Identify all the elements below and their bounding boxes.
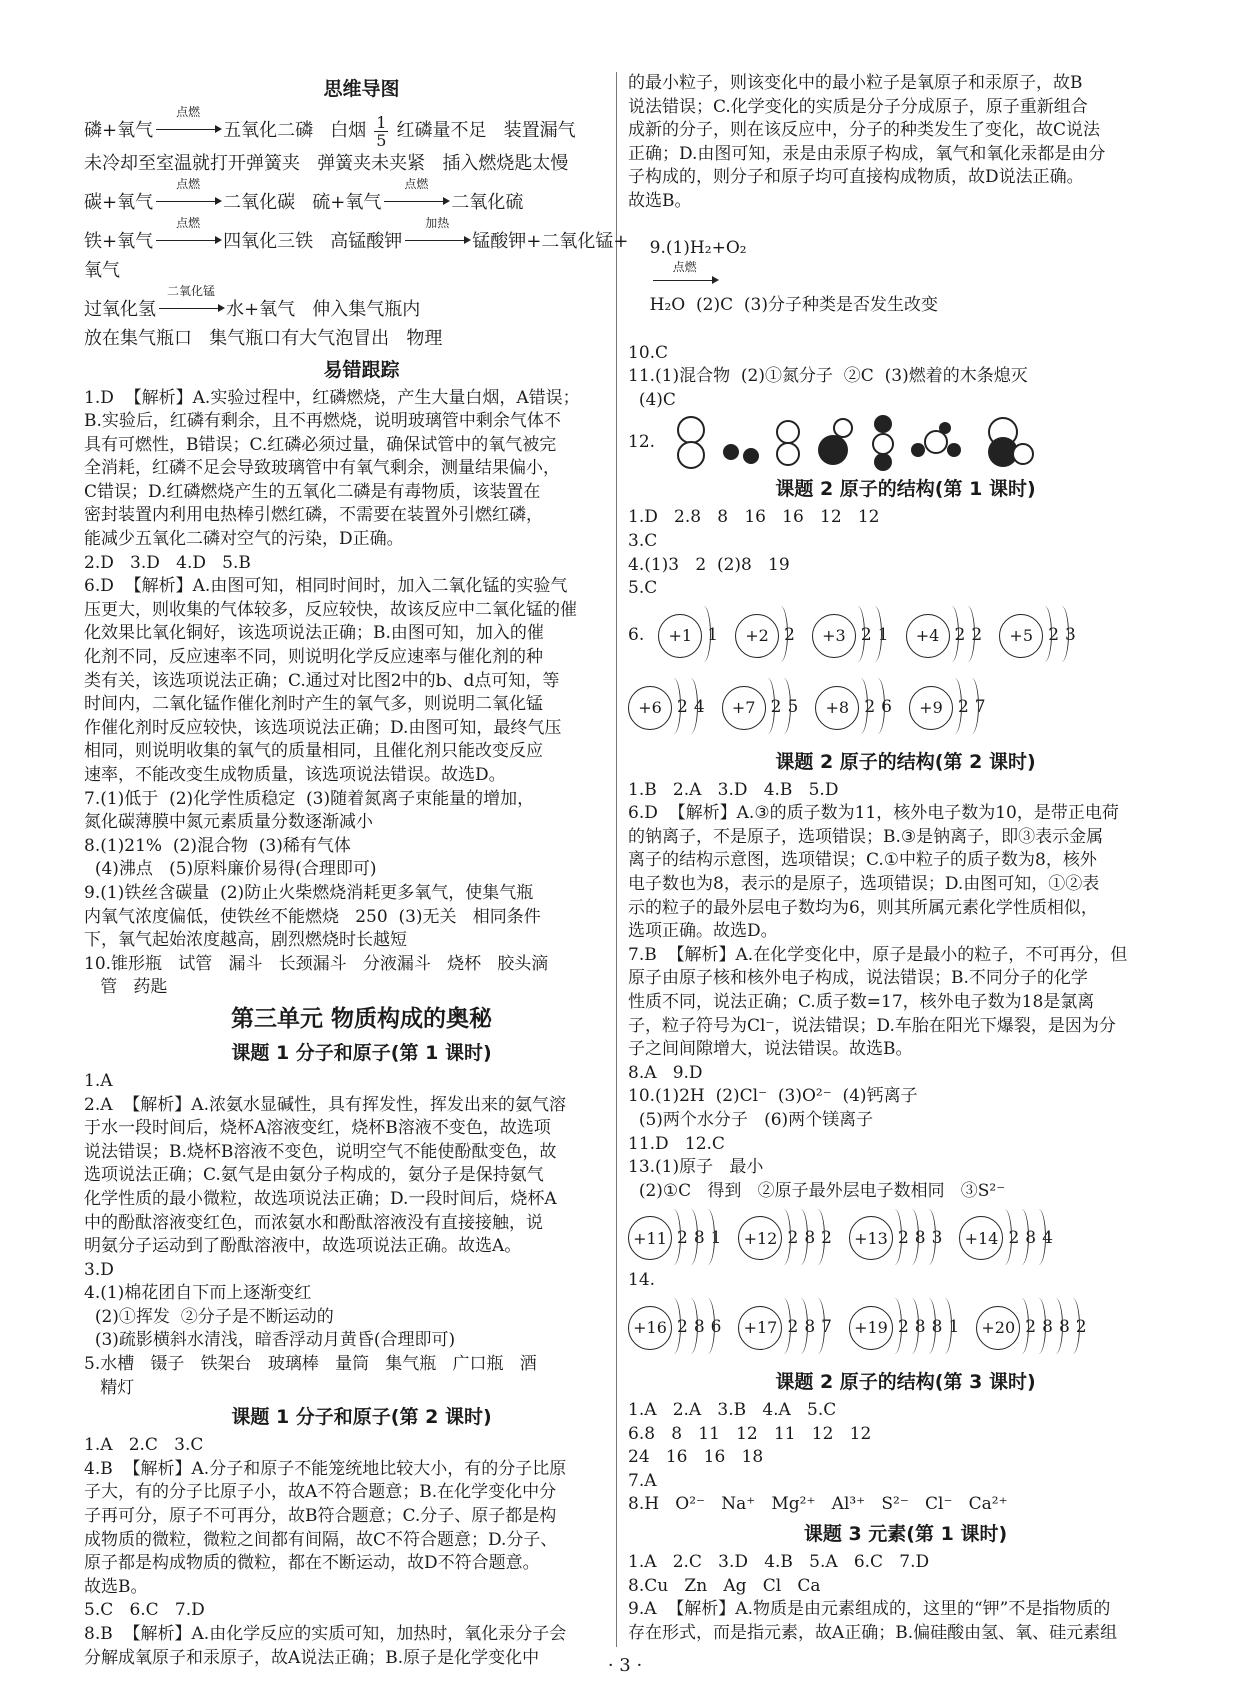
- answer-line: 4.(1)棉花团自下而上逐渐变红: [84, 1283, 312, 1304]
- answer-line: 原子由原子核和核外电子构成，说法错误；B.不同分子的化学: [628, 968, 1088, 989]
- atom-structure-diagram: [849, 1298, 962, 1358]
- mind-map-line: 碳+氧气 点燃 二氧化碳 硫+氧气 点燃 二氧化硫: [84, 178, 639, 217]
- electron-shell: 8: [912, 1227, 929, 1251]
- answer-line: 压更大，则收集的气体较多，反应较快，故该反应中二氧化锰的催: [84, 599, 577, 620]
- electron-shell: 2: [784, 1227, 801, 1251]
- answer-line: 化效果比氧化铜好，该选项说法正确；B.由图可知，加入的催: [84, 623, 544, 644]
- answer-line: 7.A: [628, 1470, 657, 1491]
- mind-map: [84, 106, 639, 353]
- q14-atom-diagrams: [628, 1203, 1183, 1275]
- mind-map-line: 铁+氧气 点燃 四氧化三铁 高锰酸钾 加热 锰酸钾+二氧化锰+: [84, 217, 639, 256]
- answer-line: 类有关，该选项说法正确；C.通过对比图2中的b、d点可知，等: [84, 670, 560, 691]
- atom-structure-diagram: [849, 1208, 945, 1268]
- answer-line: 8.Cu Zn Ag Cl Ca: [628, 1575, 821, 1596]
- answer-line: 1.A 2.A 3.B 4.A 5.C: [628, 1399, 837, 1420]
- electron-shell: 1: [875, 624, 892, 648]
- nucleus: +14: [959, 1216, 1003, 1260]
- nucleus: +19: [849, 1306, 893, 1350]
- electron-shell: 8: [929, 1316, 946, 1340]
- left-column: [84, 72, 639, 1670]
- answer-line: 8.H O²⁻ Na⁺ Mg²⁺ Al³⁺ S²⁻ Cl⁻ Ca²⁺: [628, 1494, 1008, 1515]
- answer-line: 1.B 2.A 3.D 4.B 5.D: [628, 779, 839, 800]
- answer-line: 成物质的微粒，微粒之间都有间隔，故C不符合题意；D.分子、: [84, 1529, 558, 1550]
- lesson3-answers: [628, 1551, 1183, 1645]
- lesson1b-answers: [84, 1434, 639, 1670]
- answer-line: 全消耗，红磷不足会导致玻璃管中有氧气剩余，测量结果偏小，: [84, 458, 560, 479]
- q12-molecule-diagram: 12.: [628, 412, 1183, 472]
- lesson2c-title: 课题 2 原子的结构(第 3 课时): [775, 1370, 1036, 1393]
- answer-line: 4.(1)3 2 (2)8 19: [628, 554, 790, 575]
- lesson2c-answers: [628, 1399, 1183, 1517]
- nucleus: +5: [999, 614, 1043, 658]
- answer-line: 1.A: [84, 1070, 113, 1091]
- answer-line: 9.(1)铁丝含碳量 (2)防止火柴燃烧消耗更多氧气，使集气瓶: [84, 882, 534, 903]
- answer-line: 1.A 2.C 3.C: [84, 1435, 204, 1456]
- lesson2b-answers: [628, 779, 1183, 1204]
- mercury-oxide-model: [818, 419, 852, 465]
- electron-shell: 2: [858, 624, 875, 648]
- nucleus: +20: [976, 1306, 1020, 1350]
- reaction-arrow: 点燃: [384, 178, 448, 217]
- answer-line: 说法错误；B.烧杯B溶液不变色，说明空气不能使酚酞变色，故: [84, 1141, 557, 1162]
- answer-line: (3)疏影横斜水清浅，暗香浮动月黄昏(合理即可): [84, 1330, 456, 1351]
- chain-molecule-model: [911, 422, 961, 457]
- answer-line: 选项说法正确；C.氨气是由氨分子构成的，氨分子是保持氨气: [84, 1165, 544, 1186]
- answer-line: 3.C: [628, 530, 658, 551]
- answer-line: 7.B 【解析】A.在化学变化中，原子是最小的粒子，不可再分，但: [628, 944, 1128, 965]
- nucleus: +16: [628, 1306, 672, 1350]
- nucleus: +4: [906, 614, 950, 658]
- reaction-arrow: 二氧化锰: [159, 285, 223, 324]
- atom-structure-row-1: 6. +1 1 +2 2 +3 2 1 +4 2 2 +5 2 3: [628, 601, 1183, 671]
- answer-line: 成新的分子，则在该反应中，分子的种类发生了变化，故C说法: [628, 120, 1101, 141]
- answer-line: 8.A 9.D: [628, 1062, 703, 1083]
- electron-shell: 2: [955, 696, 972, 720]
- fraction: $\frac{1}{5}$: [376, 112, 387, 150]
- answer-line: 明氨分子运动到了酚酞溶液中，故选项说法正确。故选A。: [84, 1236, 522, 1257]
- electron-shell: 1: [704, 624, 721, 648]
- answer-line: 原子都是构成物质的微粒，都在不断运动，故D不符合题意。: [84, 1553, 540, 1574]
- answer-line: 1.D 【解析】A.实验过程中，红磷燃烧，产生大量白烟，A错误；: [84, 387, 580, 408]
- mind-map-line: 未冷却至室温就打开弹簧夹 弹簧夹未夹紧 插入燃烧匙太慢: [84, 152, 569, 174]
- electron-shell: 7: [818, 1316, 835, 1340]
- electron-shell: 8: [1056, 1316, 1073, 1340]
- lesson2a-title: 课题 2 原子的结构(第 1 课时): [775, 478, 1036, 501]
- electron-shell: 3: [929, 1227, 946, 1251]
- answer-line: 8.(1)21% (2)混合物 (3)稀有气体: [84, 835, 351, 856]
- answer-line: 24 16 16 18: [628, 1447, 764, 1468]
- compound-molecule-model: [988, 418, 1033, 467]
- electron-shell: 8: [1039, 1316, 1056, 1340]
- answer-line: 化学性质的最小微粒，故选项说法正确；D.一段时间后，烧杯A: [84, 1188, 557, 1209]
- q9-answer: 9.(1)H₂+O₂ 点燃 H₂O (2)C (3)分子种类是否发生改变: [649, 238, 938, 316]
- lesson2a-answers: [628, 506, 1183, 600]
- atom-structure-diagram: [812, 606, 892, 666]
- answer-line: 化剂不同，反应速率不同，则说明化学反应速率与催化剂的种: [84, 647, 543, 668]
- answer-line: 正确；D.由图可知，汞是由汞原子构成，氧气和氧化汞都是由分: [628, 143, 1106, 164]
- answer-line: 11.(1)混合物 (2)①氮分子 ②C (3)燃着的木条熄灭: [628, 366, 1028, 387]
- answer-line: 存在形式，而是指元素，故A正确；B.偏硅酸由氢、氧、硅元素组: [628, 1622, 1118, 1643]
- answer-line: 时间内，二氧化锰作催化剂时产生的氧气多，则说明二氧化锰: [84, 694, 543, 715]
- answer-line: 故选B。: [628, 190, 692, 211]
- answer-line: 9.A 【解析】A.物质是由元素组成的，这里的“钾”不是指物质的: [628, 1599, 1111, 1620]
- q10-q11-answers: [628, 342, 1183, 413]
- mind-map-line: 过氧化氢 二氧化锰 水+氧气 伸入集气瓶内: [84, 285, 639, 324]
- electron-shell: 4: [1039, 1227, 1056, 1251]
- answer-line: 7.(1)低于 (2)化学性质稳定 (3)随着氮离子束能量的增加，: [84, 788, 535, 809]
- electron-shell: 5: [784, 696, 801, 720]
- electron-shell: 7: [972, 696, 989, 720]
- electron-shell: 2: [1022, 1316, 1039, 1340]
- atom-structure-row-3: [628, 1203, 1183, 1273]
- atom-structure-diagram: [628, 1208, 724, 1268]
- answer-line: 子构成的，则分子和原子均可直接构成物质，故D说法正确。: [628, 167, 1084, 188]
- answer-line: 6.D 【解析】A.③的质子数为11，核外电子数为10，是带正电荷: [628, 803, 1119, 824]
- q6-atom-diagrams-2: [628, 673, 1183, 745]
- electron-shell: 2: [1045, 624, 1062, 648]
- oxygen-molecule-model-2: [777, 421, 799, 465]
- reaction-arrow: 加热: [405, 217, 469, 256]
- electron-shell: 2: [818, 1227, 835, 1251]
- answer-line: 4.B 【解析】A.分子和原子不能笼统地比较大小，有的分子比原: [84, 1458, 567, 1479]
- answer-line: 13.(1)原子 最小: [628, 1157, 764, 1178]
- answer-line: 子，粒子符号为Cl⁻，说法错误；D.车胎在阳光下爆裂，是因为分: [628, 1015, 1116, 1036]
- answer-line: 1.D 2.8 8 16 16 12 12: [628, 507, 880, 528]
- mind-map-title: 思维导图: [323, 78, 400, 100]
- answer-line: (5)两个水分子 (6)两个镁离子: [628, 1110, 874, 1130]
- answer-line: 选项正确。故选D。: [628, 921, 778, 942]
- reaction-arrow: 点燃: [156, 217, 220, 256]
- answer-line: 分解成氧原子和汞原子，故A说法正确；B.原子是化学变化中: [84, 1647, 540, 1668]
- atom-structure-diagram: [628, 1298, 724, 1358]
- nucleus: +11: [628, 1216, 672, 1260]
- lesson2b-title: 课题 2 原子的结构(第 2 课时): [775, 750, 1036, 773]
- answer-line: 具有可燃性，B错误；C.红磷必须过量，确保试管中的氧气被完: [84, 434, 557, 455]
- answer-line: 8.B 【解析】A.由化学反应的实质可知，加热时，氧化汞分子会: [84, 1624, 567, 1644]
- answer-line: (2)①C 得到 ②原子最外层电子数相同 ③S²⁻: [628, 1180, 1006, 1201]
- right-column: [628, 72, 1183, 1645]
- atom-structure-diagram: [658, 606, 721, 666]
- mind-map-line: 磷+氧气 点燃 五氧化二磷 白烟 $\frac{1}{5}$ 红磷量不足 装置漏气: [84, 105, 576, 150]
- electron-shell: 2: [895, 1316, 912, 1340]
- answer-line: 6.8 8 11 12 11 12 12: [628, 1423, 872, 1444]
- answer-line: 于水一段时间后，烧杯A溶液变红，烧杯B溶液不变色，故选项: [84, 1118, 551, 1139]
- answer-line: 内氧气浓度偏低，使铁丝不能燃烧 250 (3)无关 相同条件: [84, 906, 541, 927]
- mind-map-line: 氧气: [84, 259, 120, 281]
- atom-structure-diagram: [738, 1298, 834, 1358]
- answer-line: 10.(1)2H (2)Cl⁻ (3)O²⁻ (4)钙离子: [628, 1086, 918, 1107]
- electron-shell: 8: [691, 1316, 708, 1340]
- answer-line: 5.水槽 镊子 铁架台 玻璃棒 量筒 集气瓶 广口瓶 酒: [84, 1354, 537, 1375]
- atom-structure-diagram: [722, 678, 802, 738]
- answer-line: 子大，有的分子比原子小，故A不符合题意；B.在化学变化中分: [84, 1482, 557, 1503]
- answer-line: 中的酚酞溶液变红色，而浓氨水和酚酞溶液没有直接接触，说: [84, 1212, 543, 1233]
- electron-shell: 2: [768, 696, 785, 720]
- atom-structure-diagram: [999, 606, 1079, 666]
- oxygen-molecule-model: [678, 417, 704, 468]
- electron-shell: 8: [801, 1316, 818, 1340]
- atom-structure-diagram: [815, 678, 895, 738]
- nucleus: +1: [658, 614, 702, 658]
- mind-map-line: 放在集气瓶口 集气瓶口有大气泡冒出 物理: [84, 327, 443, 349]
- mercury-atoms-model: [723, 444, 759, 464]
- answer-line: 6.D 【解析】A.由图可知，相同时间时，加入二氧化锰的实验气: [84, 576, 568, 597]
- atom-structure-diagram: [628, 678, 708, 738]
- answer-line: 能减少五氧化二磷对空气的污染，D正确。: [84, 529, 404, 550]
- reaction-arrow: 点燃: [156, 106, 220, 145]
- answer-line: 子之间间隙增大，说法错误。故选B。: [628, 1039, 913, 1060]
- answer-line: 精灯: [84, 1377, 135, 1398]
- error-tracking-answers: [84, 387, 639, 1000]
- answer-line: 5.C: [628, 578, 658, 599]
- answer-line: 2.D 3.D 4.D 5.B: [84, 552, 251, 573]
- electron-shell: 2: [968, 624, 985, 648]
- water-molecule-model: [873, 415, 893, 471]
- atom-structure-diagram: [906, 606, 986, 666]
- lesson1-answers: [84, 1070, 639, 1400]
- electron-shell: 1: [708, 1227, 725, 1251]
- electron-shell: 2: [952, 624, 969, 648]
- answer-line: 11.D 12.C: [628, 1133, 725, 1154]
- electron-shell: 1: [945, 1316, 962, 1340]
- answer-line: (2)①挥发 ②分子是不断运动的: [84, 1306, 334, 1327]
- answer-line: 下，氧气起始浓度越高，剧烈燃烧时长越短: [84, 930, 407, 951]
- answer-line: 说法错误；C.化学变化的实质是分子分成原子，原子重新组合: [628, 96, 1088, 117]
- answer-line: 10.锥形瓶 试管 漏斗 长颈漏斗 分液漏斗 烧杯 胶头滴: [84, 953, 549, 974]
- page-number: · 3 ·: [607, 1655, 643, 1676]
- electron-shell: 2: [861, 696, 878, 720]
- answer-line: 2.A 【解析】A.浓氨水显碱性，具有挥发性，挥发出来的氨气溶: [84, 1094, 566, 1115]
- nucleus: +3: [812, 614, 856, 658]
- electron-shell: 6: [708, 1316, 725, 1340]
- molecule-models-figure: [673, 412, 1053, 472]
- error-tracking-title: 易错跟踪: [323, 358, 400, 381]
- atom-structure-row-2: [628, 673, 1183, 743]
- answer-line: 故选B。: [84, 1576, 148, 1597]
- electron-shell: 8: [912, 1316, 929, 1340]
- electron-shell: 2: [1005, 1227, 1022, 1251]
- atom-structure-diagram: [959, 1208, 1055, 1268]
- answer-line: 管 药匙: [84, 977, 168, 998]
- answer-line: 子再可分，原子不可再分，故B符合题意；C.分子、原子都是构: [84, 1506, 557, 1527]
- answer-line: 氮化碳薄膜中氮元素质量分数逐渐减小: [84, 812, 373, 833]
- electron-shell: 6: [878, 696, 895, 720]
- electron-shell: 2: [674, 1316, 691, 1340]
- nucleus: +17: [738, 1306, 782, 1350]
- atom-structure-diagram: [909, 678, 989, 738]
- answer-line: 离子的结构示意图，选项错误；C.①中粒子的质子数为8，核外: [628, 850, 1097, 871]
- nucleus: +7: [722, 686, 766, 730]
- q6-atom-diagrams: [628, 601, 1183, 673]
- answer-line: 电子数也为8，表示的是原子，选项错误；D.由图可知，①②表: [628, 874, 1100, 895]
- nucleus: +9: [909, 686, 953, 730]
- answer-line: 作催化剂时反应较快，该选项说法正确；D.由图可知，最终气压: [84, 717, 562, 738]
- electron-shell: 4: [691, 696, 708, 720]
- nucleus: +12: [738, 1216, 782, 1260]
- answer-line: C错误；D.红磷燃烧产生的五氧化二磷是有毒物质，该装置在: [84, 481, 541, 502]
- electron-shell: 2: [674, 1227, 691, 1251]
- atom-structure-diagram: [735, 606, 798, 666]
- answer-line: 5.C 6.C 7.D: [84, 1600, 205, 1621]
- lesson3-title: 课题 3 元素(第 1 课时): [803, 1522, 1008, 1545]
- atom-structure-diagram: [976, 1298, 1089, 1358]
- continued-answers: [628, 72, 1183, 214]
- nucleus: +8: [815, 686, 859, 730]
- answer-line: 密封装置内利用电热棒引燃红磷，不需要在装置外引燃红磷，: [84, 505, 543, 526]
- electron-shell: 2: [784, 1316, 801, 1340]
- electron-shell: 2: [781, 624, 798, 648]
- answer-line: 相同，则说明收集的氧气的质量相同，且催化剂只能改变反应: [84, 741, 543, 762]
- electron-shell: 2: [895, 1227, 912, 1251]
- lesson1-title: 课题 1 分子和原子(第 1 课时): [231, 1041, 492, 1064]
- answer-line: 的钠离子，不是原子，选项错误；B.③是钠离子，即③表示金属: [628, 826, 1104, 847]
- answer-line: B.实验后，红磷有剩余，且不再燃烧，说明玻璃管中剩余气体不: [84, 411, 561, 432]
- atom-structure-diagram: [738, 1208, 834, 1268]
- q14-label: 14.: [628, 1270, 656, 1291]
- answer-line: 的最小粒子，则该变化中的最小粒子是氧原子和汞原子，故B: [628, 73, 1083, 93]
- electron-shell: 8: [691, 1227, 708, 1251]
- q14-atom-diagrams-2: [628, 1293, 1183, 1365]
- reaction-arrow: 点燃: [156, 178, 220, 217]
- nucleus: +6: [628, 686, 672, 730]
- electron-shell: 8: [801, 1227, 818, 1251]
- answer-line: 示的粒子的最外层电子数均为6，则其所属元素化学性质相似，: [628, 897, 1098, 918]
- lesson1b-title: 课题 1 分子和原子(第 2 课时): [231, 1406, 492, 1429]
- reaction-arrow: 点燃: [653, 261, 717, 295]
- atom-structure-row-4: [628, 1293, 1183, 1363]
- electron-shell: 2: [674, 696, 691, 720]
- nucleus: +2: [735, 614, 779, 658]
- answer-line: 1.A 2.C 3.D 4.B 5.A 6.C 7.D: [628, 1551, 930, 1572]
- answer-line: 3.D: [84, 1259, 114, 1280]
- electron-shell: 3: [1062, 624, 1079, 648]
- answer-line: 性质不同，说法正确；C.质子数=17，核外电子数为18是氯离: [628, 992, 1095, 1013]
- answer-line: 10.C: [628, 342, 669, 363]
- answer-line: (4)C: [628, 389, 676, 410]
- electron-shell: 8: [1022, 1227, 1039, 1251]
- answer-line: (4)沸点 (5)原料廉价易得(合理即可): [84, 859, 377, 880]
- electron-shell: 2: [1073, 1316, 1090, 1340]
- nucleus: +13: [849, 1216, 893, 1260]
- answer-line: 速率，不能改变生成物质量，该选项说法错误。故选D。: [84, 765, 506, 785]
- unit-title: 第三单元 物质构成的奥秘: [230, 1005, 492, 1032]
